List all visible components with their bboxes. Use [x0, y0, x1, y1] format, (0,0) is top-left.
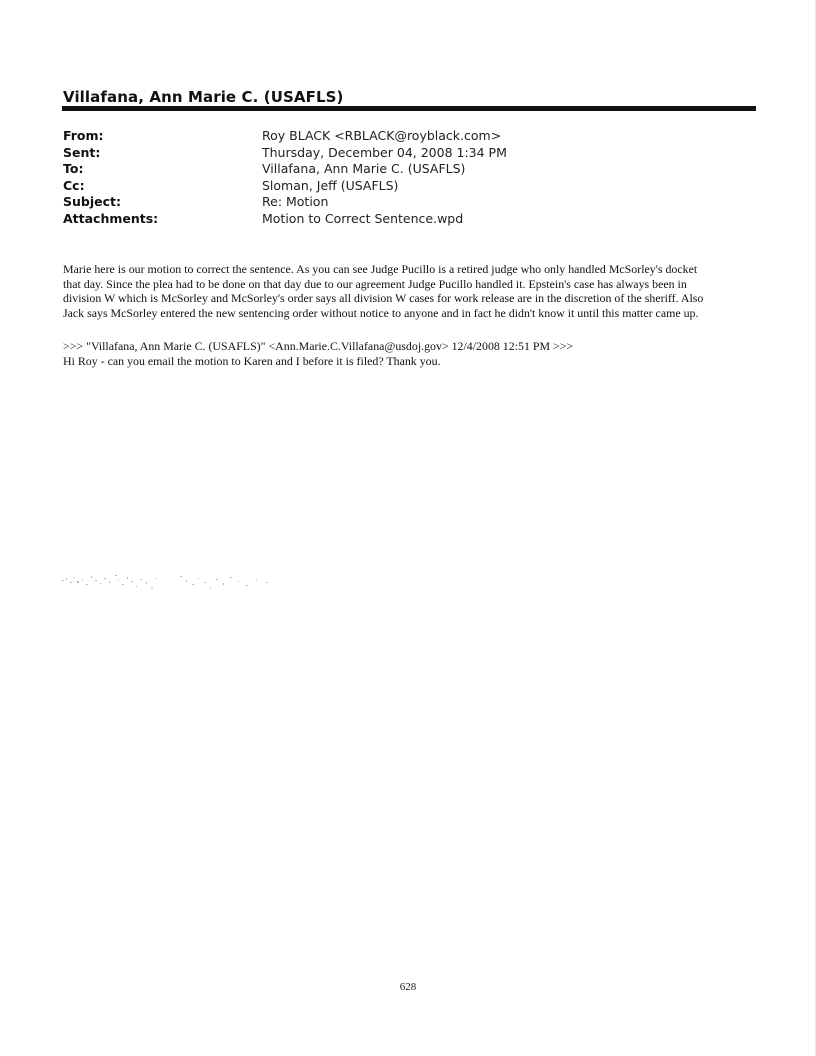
- header-label: Cc:: [63, 177, 85, 193]
- sent-value: Thursday, December 04, 2008 1:34 PM: [262, 144, 507, 160]
- header-label: Subject:: [63, 194, 121, 210]
- body-line: Marie here is our motion to correct the sentence. As you can see Judge Pucillo is a retired judge who only handled McSorley's docket: [63, 262, 698, 276]
- body-line: division W which is McSorley and McSorley's order says all division W cases for work release are in the discretion of the sheriff. Also: [63, 291, 704, 306]
- attachment-value: Motion to Correct Sentence.wpd: [262, 210, 464, 226]
- header-label: Attachments:: [63, 210, 159, 226]
- cc-value: Sloman, Jeff (USAFLS): [262, 177, 399, 193]
- header-label: To:: [63, 161, 84, 177]
- mailbox-title: Villafana, Ann Marie C. (USAFLS): [63, 88, 344, 106]
- header-label: Sent:: [63, 144, 101, 160]
- title-divider: [62, 106, 756, 111]
- quoted-header: >>> "Villafana, Ann Marie C. (USAFLS)" <Ann.Marie.C.Villafana@usdoj.gov> 12/4/2008 12:51 PM >>>: [63, 339, 574, 353]
- quoted-message: [63, 339, 763, 368]
- scan-artifact: [60, 566, 280, 600]
- email-body: [63, 262, 763, 320]
- body-line: that day. Since the plea had to be done on that day due to our agreement Judge Pucillo handled it. Epstein's case has always been in: [63, 276, 687, 291]
- to-value: Villafana, Ann Marie C. (USAFLS): [262, 161, 466, 177]
- page-number: 628: [399, 981, 417, 993]
- from-value: Roy BLACK <RBLACK@royblack.com>: [262, 128, 502, 143]
- header-label: From:: [63, 128, 104, 143]
- body-line: Jack says McSorley entered the new sentencing order without notice to anyone and in fact he didn't know it until this matter came up.: [63, 305, 699, 320]
- quoted-body: Hi Roy - can you email the motion to Karen and I before it is filed? Thank you.: [63, 353, 441, 368]
- subject-value: Re: Motion: [262, 194, 329, 210]
